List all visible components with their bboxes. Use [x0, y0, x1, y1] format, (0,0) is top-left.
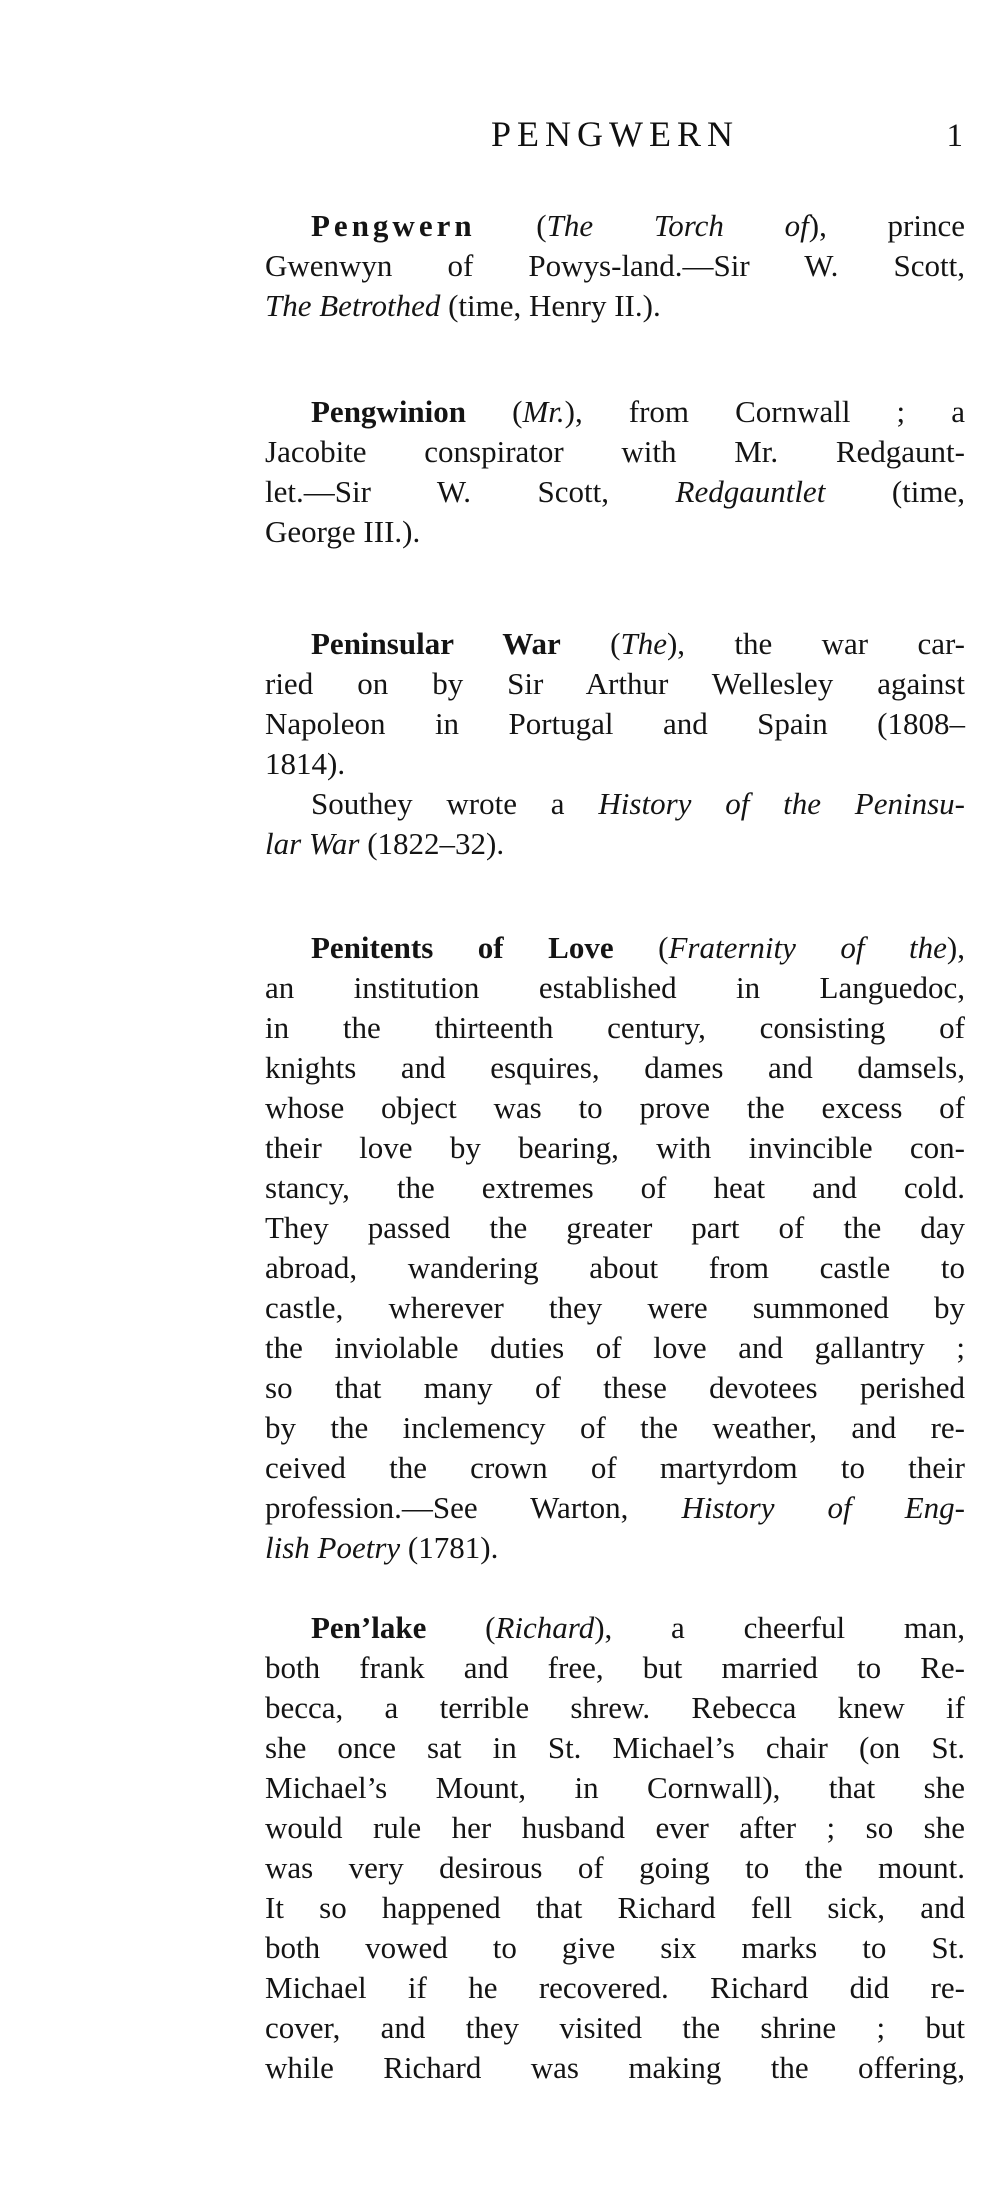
- entry-paragraph: [265, 206, 965, 326]
- text-segment: It so happened that Richard fell sick, and: [265, 1890, 965, 1925]
- text-line: [265, 432, 965, 472]
- text-line: [265, 286, 965, 326]
- text-line: [265, 784, 965, 824]
- text-segment: was very desirous of going to the mount.: [265, 1850, 965, 1885]
- text-segment: They passed the greater part of the day: [265, 1210, 965, 1245]
- entry-paragraph: [265, 784, 965, 864]
- text-segment: Pengwern: [311, 208, 476, 243]
- text-segment: Pen’lake: [311, 1610, 427, 1645]
- text-segment: by the inclemency of the weather, and re-: [265, 1410, 965, 1445]
- text-segment: (: [560, 626, 621, 661]
- text-segment: their love by bearing, with invincible con-: [265, 1130, 965, 1165]
- text-line: [265, 1408, 965, 1448]
- text-line: [265, 664, 965, 704]
- text-segment: (1781).: [400, 1530, 499, 1565]
- text-line: [265, 1128, 965, 1168]
- text-line: [265, 1048, 965, 1088]
- text-segment: ), prince: [808, 208, 966, 243]
- text-line: [265, 928, 965, 968]
- text-segment: both vowed to give six marks to St.: [265, 1930, 965, 1965]
- text-segment: Redgauntlet: [675, 474, 826, 509]
- text-segment: becca, a terrible shrew. Rebecca knew if: [265, 1690, 965, 1725]
- text-segment: whose object was to prove the excess of: [265, 1090, 965, 1125]
- text-column: [265, 112, 965, 2088]
- text-segment: in the thirteenth century, consisting of: [265, 1010, 965, 1045]
- text-segment: Penitents of Love: [311, 930, 614, 965]
- text-segment: ried on by Sir Arthur Wellesley against: [265, 666, 965, 701]
- text-line: [265, 1168, 965, 1208]
- text-segment: (1822–32).: [359, 826, 505, 861]
- text-line: [265, 1368, 965, 1408]
- text-segment: (time, Henry II.).: [440, 288, 661, 323]
- text-line: [265, 744, 965, 784]
- text-line: [265, 1528, 965, 1568]
- text-segment: (time,: [825, 474, 965, 509]
- text-line: [265, 2048, 965, 2088]
- text-segment: (: [466, 394, 523, 429]
- text-segment: Jacobite conspirator with Mr. Redgaunt-: [265, 434, 965, 469]
- text-segment: Mr.: [522, 394, 565, 429]
- text-line: [265, 624, 965, 664]
- text-segment: so that many of these devotees perished: [265, 1370, 965, 1405]
- text-line: [265, 1008, 965, 1048]
- text-line: [265, 1208, 965, 1248]
- text-segment: lish Poetry: [265, 1530, 401, 1565]
- text-segment: Michael if he recovered. Richard did re-: [265, 1970, 965, 2005]
- page-text: [265, 206, 965, 2088]
- entry-paragraph: [265, 392, 965, 552]
- text-line: [265, 1848, 965, 1888]
- entry-paragraph: [265, 928, 965, 1568]
- text-line: [265, 392, 965, 432]
- text-line: [265, 1768, 965, 1808]
- text-line: [265, 472, 965, 512]
- running-header-title: PENGWERN: [491, 114, 739, 154]
- text-line: [265, 2008, 965, 2048]
- page-number: 1: [946, 118, 963, 154]
- text-segment: would rule her husband ever after ; so she: [265, 1810, 965, 1845]
- text-segment: Fraternity of the: [668, 930, 947, 965]
- entry-paragraph: [265, 624, 965, 784]
- text-line: [265, 1688, 965, 1728]
- text-segment: both frank and free, but married to Re-: [265, 1650, 965, 1685]
- text-segment: The Betrothed: [265, 288, 441, 323]
- text-segment: ), from Cornwall ; a: [564, 394, 966, 429]
- text-segment: while Richard was making the offering,: [265, 2050, 965, 2085]
- text-line: [265, 1328, 965, 1368]
- text-line: [265, 968, 965, 1008]
- text-segment: 1814).: [265, 746, 346, 781]
- text-line: [265, 1968, 965, 2008]
- text-segment: Richard: [495, 1610, 595, 1645]
- text-segment: (: [426, 1610, 496, 1645]
- text-line: [265, 1808, 965, 1848]
- text-segment: knights and esquires, dames and damsels,: [265, 1050, 965, 1085]
- text-segment: History of Eng-: [681, 1490, 965, 1525]
- text-segment: (: [475, 208, 547, 243]
- text-line: [265, 1088, 965, 1128]
- text-line: [265, 1648, 965, 1688]
- text-segment: Gwenwyn of Powys-land.—Sir W. Scott,: [265, 248, 965, 283]
- text-line: [265, 1928, 965, 1968]
- text-segment: lar War: [265, 826, 360, 861]
- text-segment: Napoleon in Portugal and Spain (1808–: [265, 706, 965, 741]
- text-line: [265, 1608, 965, 1648]
- text-segment: profession.—See Warton,: [265, 1490, 682, 1525]
- text-line: [265, 704, 965, 744]
- text-line: [265, 512, 965, 552]
- text-segment: Pengwinion: [311, 394, 467, 429]
- text-segment: Southey wrote a: [311, 786, 599, 821]
- text-segment: stancy, the extremes of heat and cold.: [265, 1170, 965, 1205]
- text-segment: let.—Sir W. Scott,: [265, 474, 676, 509]
- text-line: [265, 1728, 965, 1768]
- text-segment: Peninsular War: [311, 626, 561, 661]
- text-line: [265, 1248, 965, 1288]
- text-segment: ), the war car-: [666, 626, 965, 661]
- text-line: [265, 246, 965, 286]
- text-line: [265, 1288, 965, 1328]
- text-segment: cover, and they visited the shrine ; but: [265, 2010, 965, 2045]
- text-segment: she once sat in St. Michael’s chair (on St.: [265, 1730, 965, 1765]
- text-segment: Michael’s Mount, in Cornwall), that she: [265, 1770, 965, 1805]
- text-line: [265, 206, 965, 246]
- text-segment: (: [613, 930, 669, 965]
- text-line: [265, 1488, 965, 1528]
- text-line: [265, 824, 965, 864]
- text-segment: ), a cheerful man,: [594, 1610, 965, 1645]
- running-header: [265, 112, 965, 156]
- text-segment: George III.).: [265, 514, 421, 549]
- text-segment: the inviolable duties of love and gallantry ;: [265, 1330, 965, 1365]
- text-segment: abroad, wandering about from castle to: [265, 1250, 965, 1285]
- text-segment: The: [620, 626, 667, 661]
- text-segment: an institution established in Languedoc,: [265, 970, 965, 1005]
- text-line: [265, 1448, 965, 1488]
- text-segment: ceived the crown of martyrdom to their: [265, 1450, 965, 1485]
- text-segment: castle, wherever they were summoned by: [265, 1290, 965, 1325]
- text-line: [265, 1888, 965, 1928]
- text-segment: History of the Peninsu-: [598, 786, 965, 821]
- text-segment: The Torch of: [546, 208, 809, 243]
- entry-paragraph: [265, 1608, 965, 2088]
- text-segment: ),: [946, 930, 965, 965]
